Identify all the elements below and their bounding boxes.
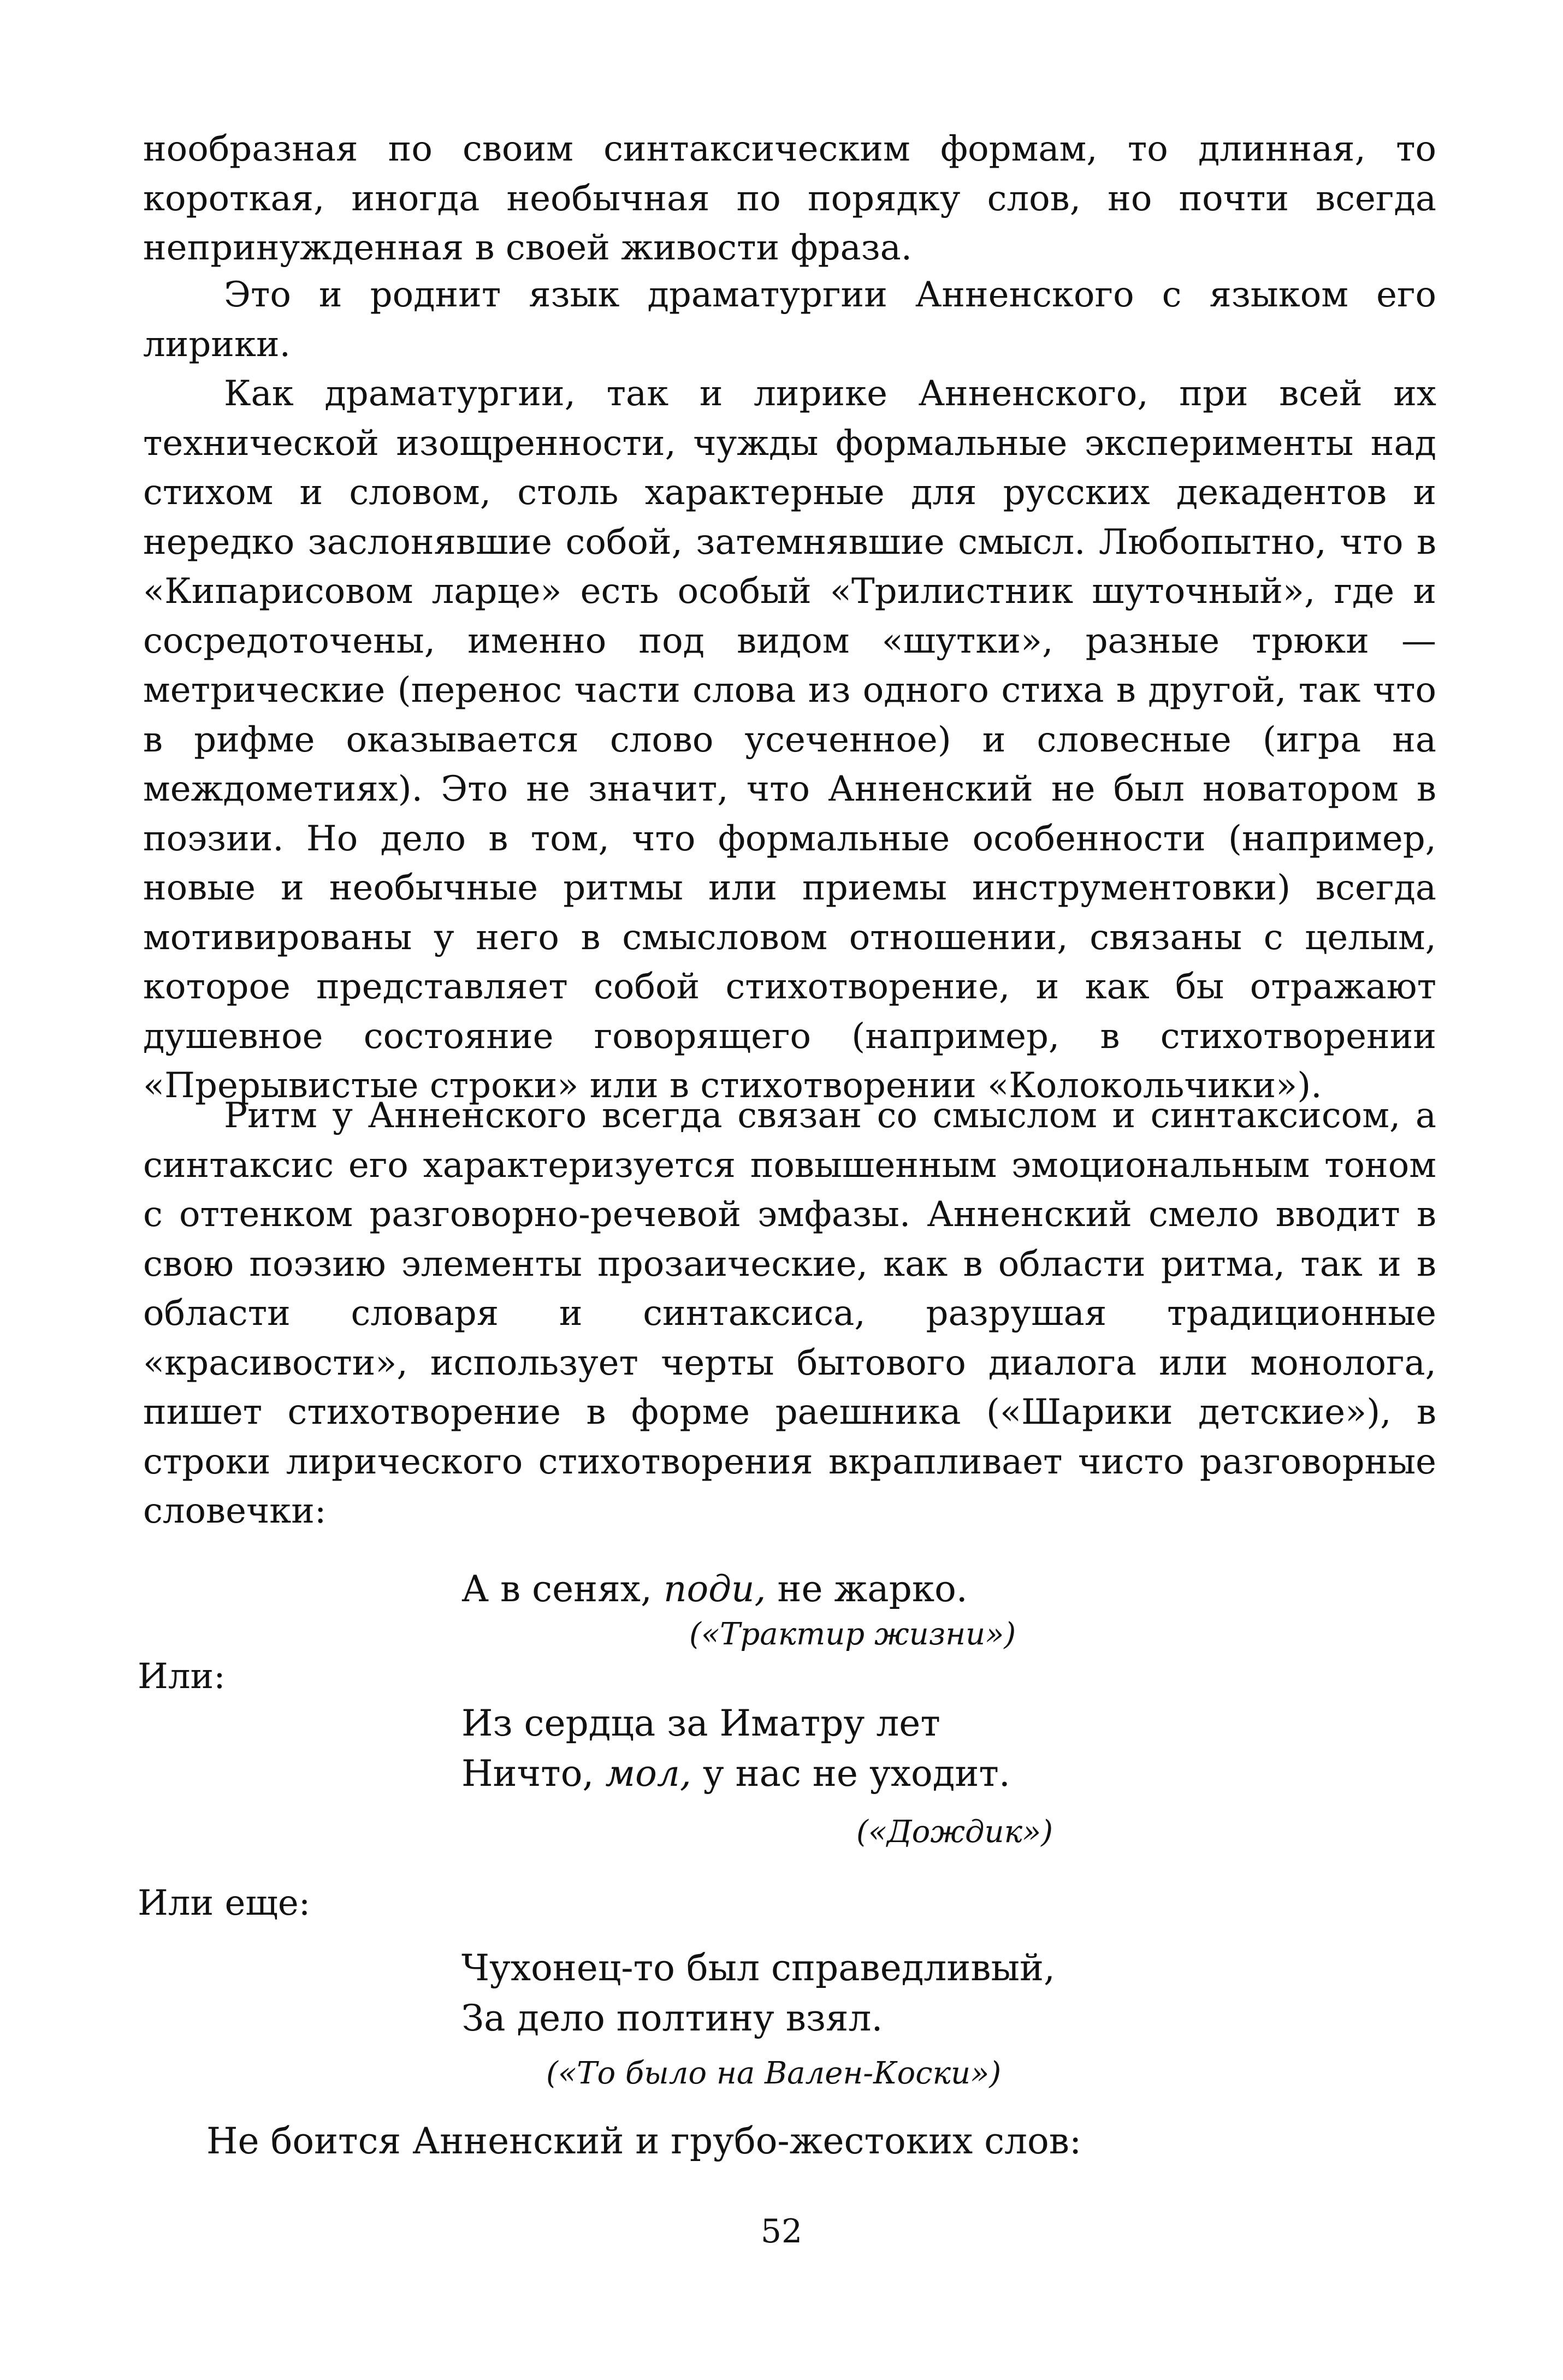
closing-line: Не боится Анненский и грубо-жестоких слов: [206, 2120, 1082, 2162]
paragraph-dramaturgy: Как драматургии, так и лирике Анненского, при всей их технической изощренности, чужды формальные эксперименты над стихом и словом, столь характерные для русских декадентов и нередко заслонявшие собой, затемнявшие смысл. Любопытно, что в «Кипарисовом ларце» есть особый «Трилистник шуточный», где и сосредоточены, именно под видом «шутки», разные трюки — метрические (перенос части слова из одного стиха в другой, так что в рифме оказывается слово усеченное) и словесные (игра на междометиях). Это не значит, что Анненский не был новатором в поэзии. Но дело в том, что формальные особенности (например, новые и необычные ритмы или приемы инструментовки) всегда мотивированы у него в смысловом отношении, связаны с целым, которое представляет собой стихотворение, и как бы отражают душевное состояние говорящего (например, в стихотворении «Прерывистые строки» или в стихотворении «Колокольчики»). [143, 374, 1436, 1106]
verse-quote-1 [461, 1564, 968, 1614]
verse-quote-2 [461, 1698, 1010, 1799]
verse-line: Из сердца за Иматру лет [461, 1702, 940, 1744]
verse-line: Чухонец-то был справедливый, [461, 1947, 1055, 1989]
page-number: 52 [760, 2212, 803, 2251]
quote-intro-2: Или: [138, 1656, 226, 1697]
paragraph-lyrics: Это и роднит язык драматургии Анненского с языком его лирики. [143, 275, 1436, 365]
verse-line: Ничто, мол, у нас не уходит. [461, 1753, 1010, 1795]
paragraph-continuation: нообразная по своим синтаксическим формам, то длинная, то короткая, иногда необычная по порядку слов, но почти всегда непринужденная в своей живости фраза. [143, 129, 1436, 268]
verse-source-3: («То было на Вален-Коски») [546, 2056, 1002, 2091]
verse-line: За дело полтину взял. [461, 1997, 883, 2039]
verse-line: А в сенях, поди, не жарко. [461, 1568, 968, 1610]
verse-quote-3 [461, 1943, 1055, 2044]
verse-source-2: («Дождик») [856, 1814, 1053, 1850]
verse-source-1: («Трактир жизни») [689, 1617, 1016, 1652]
quote-intro-3: Или еще: [138, 1883, 311, 1923]
paragraph-rhythm: Ритм у Анненского всегда связан со смыслом и синтаксисом, а синтаксис его характеризуется повышенным эмоциональным тоном с оттенком разговорно-речевой эмфазы. Анненский смело вводит в свою поэзию элементы прозаические, как в области ритма, так и в области словаря и синтаксиса, разрушая традиционные «красивости», использует черты бытового диалога или монолога, пишет стихотворение в форме раешника («Шарики детские»), в строки лирического стихотворения вкрапливает чисто разговорные словечки: [143, 1096, 1436, 1531]
